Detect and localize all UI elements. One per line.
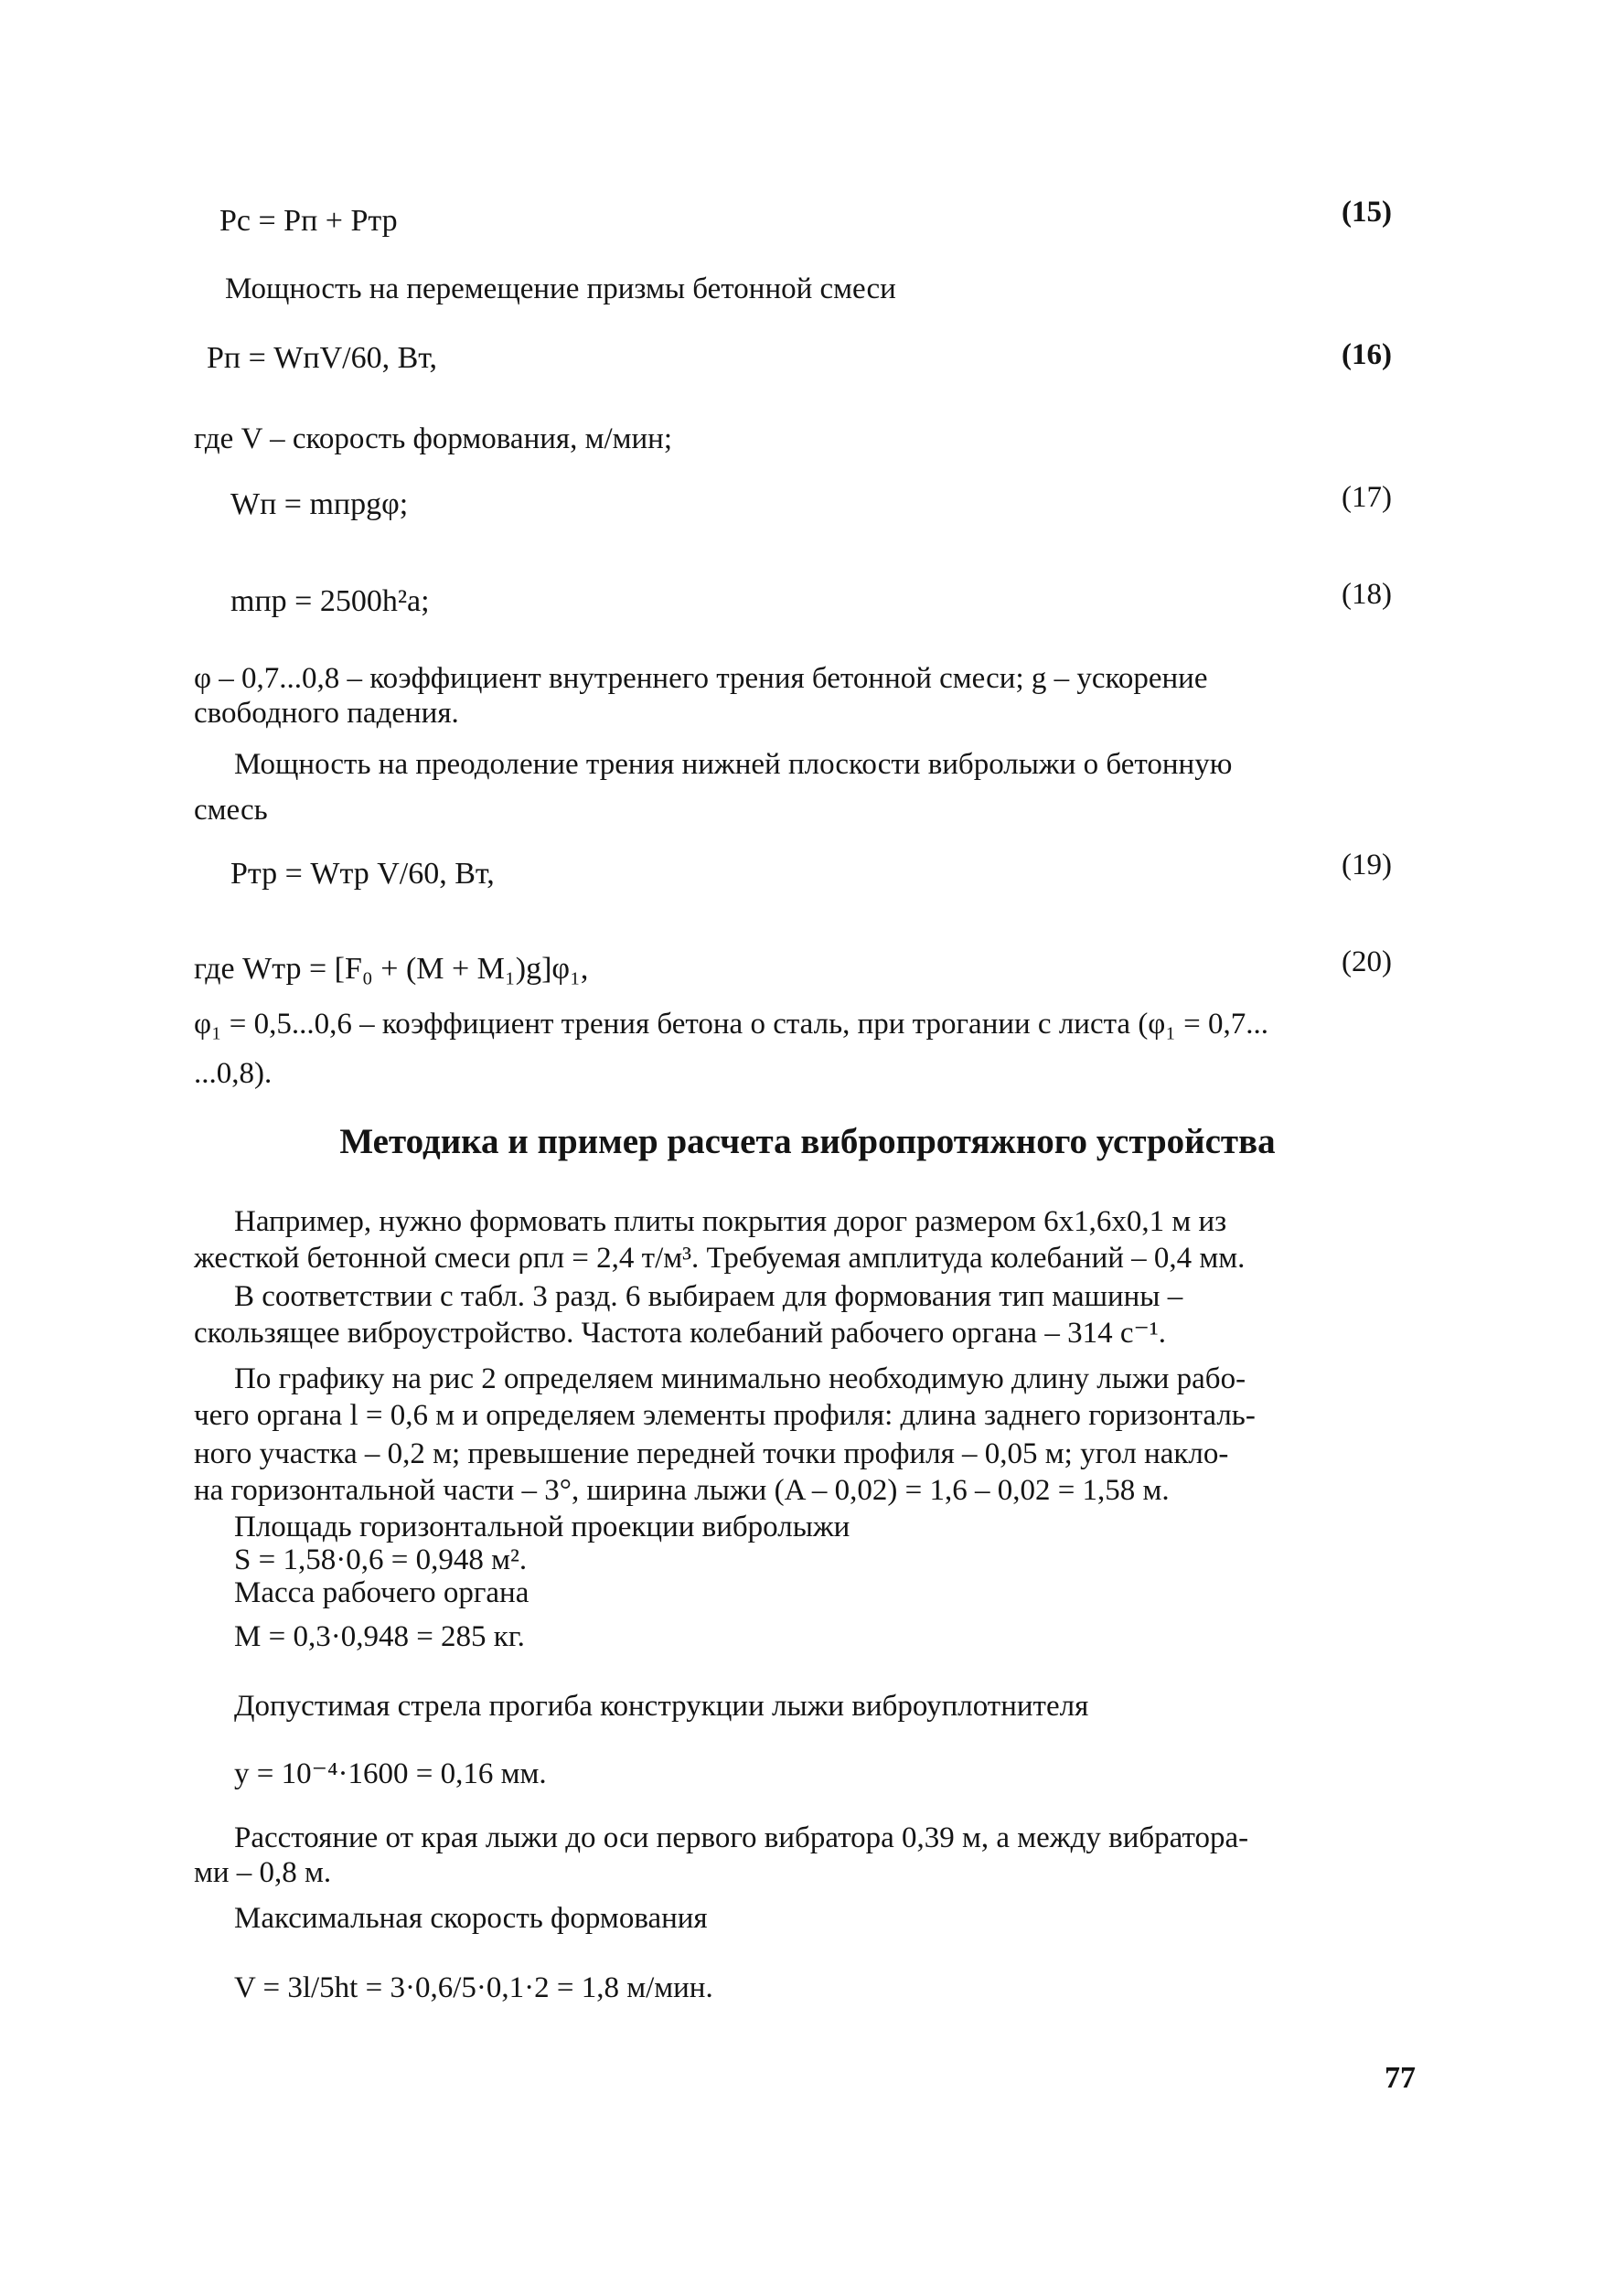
paragraph-power-prism: Мощность на перемещение призмы бетонной смеси [225,272,896,305]
paragraph-phi1-line2: ...0,8). [194,1057,273,1090]
example-line-4: скользящее виброустройство. Частота колебаний рабочего органа – 314 с⁻¹. [194,1317,1167,1350]
area-formula: S = 1,58·0,6 = 0,948 м². [234,1543,528,1576]
deflection-caption: Допустимая стрела прогиба конструкции лыжи виброуплотнителя [234,1690,1089,1723]
equation-number-16: (16) [1342,338,1392,371]
equation-16: Pп = WпV/60, Вт, [207,341,438,375]
equation-19: Pтр = Wтр V/60, Вт, [230,857,495,891]
page-number: 77 [1385,2061,1416,2095]
deflection-formula: y = 10⁻⁴·1600 = 0,16 мм. [234,1757,547,1790]
vibrator-line-2: ми – 0,8 м. [194,1856,332,1889]
speed-caption: Максимальная скорость формования [234,1902,708,1935]
example-line-6: чего органа l = 0,6 м и определяем элементы профиля: длина заднего горизонталь- [194,1399,1256,1432]
section-heading: Методика и пример расчета вибропротяжного устройства [339,1122,1276,1161]
equation-number-15: (15) [1342,196,1392,229]
paragraph-phi-line2: свободного падения. [194,697,459,730]
paragraph-phi1-line1: φ₁ = 0,5...0,6 – коэффициент трения бетона о сталь, при трогании с листа (φ₁ = 0,7... [194,1008,1268,1041]
paragraph-friction-line1: Мощность на преодоление трения нижней плоскости вибролыжи о бетонную [234,748,1233,781]
paragraph-phi-line1: φ – 0,7...0,8 – коэффициент внутреннего трения бетонной смеси; g – ускорение [194,662,1208,695]
equation-17: Wп = mпрgφ; [230,487,409,521]
equation-18: mпр = 2500h²a; [230,584,430,618]
paragraph-friction-line2: смесь [194,794,268,827]
vibrator-line-1: Расстояние от края лыжи до оси первого вибратора 0,39 м, а между вибратора- [234,1821,1249,1854]
equation-number-17: (17) [1342,481,1392,514]
example-line-7: ного участка – 0,2 м; превышение передней точки профиля – 0,05 м; угол накло- [194,1437,1229,1470]
example-line-5: По графику на рис 2 определяем минимально необходимую длину лыжи рабо- [234,1362,1246,1395]
paragraph-where-v: где V – скорость формования, м/мин; [194,422,672,455]
equation-number-19: (19) [1342,849,1392,881]
equation-number-18: (18) [1342,578,1392,611]
mass-caption: Масса рабочего органа [234,1576,529,1609]
equation-20: где Wтр = [F₀ + (M + M₁)g]φ₁, [194,952,589,986]
example-line-8: на горизонтальной части – 3°, ширина лыжи (A – 0,02) = 1,6 – 0,02 = 1,58 м. [194,1474,1170,1507]
equation-15: Pс = Pп + Pтр [219,204,398,238]
area-caption: Площадь горизонтальной проекции вибролыжи [234,1511,850,1543]
example-line-2: жесткой бетонной смеси ρпл = 2,4 т/м³. Требуемая амплитуда колебаний – 0,4 мм. [194,1242,1246,1275]
example-line-3: В соответствии с табл. 3 разд. 6 выбираем для формования тип машины – [234,1280,1183,1313]
example-line-1: Например, нужно формовать плиты покрытия дорог размером 6x1,6x0,1 м из [234,1205,1227,1238]
equation-number-20: (20) [1342,945,1392,978]
speed-formula: V = 3l/5ht = 3·0,6/5·0,1·2 = 1,8 м/мин. [234,1971,713,2004]
mass-formula: M = 0,3·0,948 = 285 кг. [234,1620,525,1653]
